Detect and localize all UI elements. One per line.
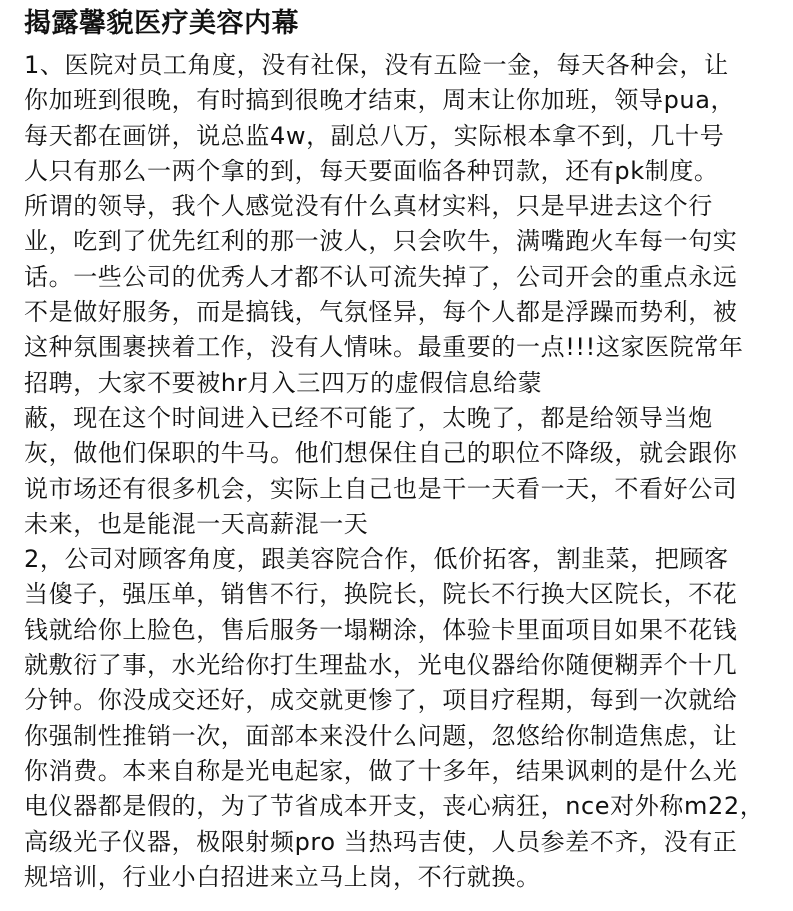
- body-line: 你消费。本来自称是光电起家，做了十多年，结果讽刺的是什么光: [24, 756, 738, 785]
- body-line: 你加班到很晚，有时搞到很晚才结束，周末让你加班，领导pua，: [24, 86, 736, 115]
- body-line: 规培训，行业小白招进来立马上岗，不行就换。: [24, 862, 541, 891]
- body-line: 灰，做他们保职的牛马。他们想保住自己的职位不降级，就会跟你: [24, 439, 738, 468]
- body-line: 招聘，大家不要被hr月入三四万的虚假信息给蒙: [24, 368, 543, 397]
- body-line: 当傻子，强压单，销售不行，换院长，院长不行换大区院长，不花: [24, 580, 738, 609]
- body-line: 不是做好服务，而是搞钱，气氛怪异，每个人都是浮躁而势利，被: [24, 298, 738, 327]
- body-line: 高级光子仪器，极限射频pro 当热玛吉使，人员参差不齐，没有正: [24, 827, 738, 856]
- body-line: 你强制性推销一次，面部本来没什么问题，忽悠给你制造焦虑，让: [24, 721, 738, 750]
- body-line: 话。一些公司的优秀人才都不认可流失掉了，公司开会的重点永远: [24, 262, 738, 291]
- body-line: 1、医院对员工角度，没有社保，没有五险一金，每天各种会，让: [24, 51, 729, 79]
- body-line: 业，吃到了优先红利的那一波人，只会吹牛，满嘴跑火车每一句实: [24, 227, 738, 256]
- body-line: 蔽，现在这个时间进入已经不可能了，太晚了，都是给领导当炮: [24, 403, 713, 432]
- body-line: 钱就给你上脸色，售后服务一塌糊涂，体验卡里面项目如果不花钱: [24, 615, 738, 644]
- body-line: 未来，也是能混一天高薪混一天: [24, 509, 369, 538]
- article-title: 揭露馨貌医疗美容内幕: [24, 8, 299, 39]
- body-line: 人只有那么一两个拿的到，每天要面临各种罚款，还有pk制度。: [24, 156, 719, 185]
- body-line: 2，公司对顾客角度，跟美容院合作，低价拓客，割韭菜，把顾客: [24, 545, 729, 574]
- body-line: 每天都在画饼，说总监4w，副总八万，实际根本拿不到，几十号: [24, 121, 725, 150]
- body-line: 说市场还有很多机会，实际上自己也是干一天看一天，不看好公司: [24, 474, 738, 503]
- body-line: 所谓的领导，我个人感觉没有什么真材实料，只是早进去这个行: [24, 192, 713, 221]
- body-line: 就敷衍了事，水光给你打生理盐水，光电仪器给你随便糊弄个十几: [24, 651, 738, 680]
- body-line: 电仪器都是假的，为了节省成本开支，丧心病狂，nce对外称m22，: [24, 792, 765, 821]
- body-line: 这种氛围裹挟着工作，没有人情味。最重要的一点!!!这家医院常年: [24, 333, 744, 362]
- article-body: [24, 48, 775, 895]
- body-line: 分钟。你没成交还好，成交就更惨了，项目疗程期，每到一次就给: [24, 686, 738, 715]
